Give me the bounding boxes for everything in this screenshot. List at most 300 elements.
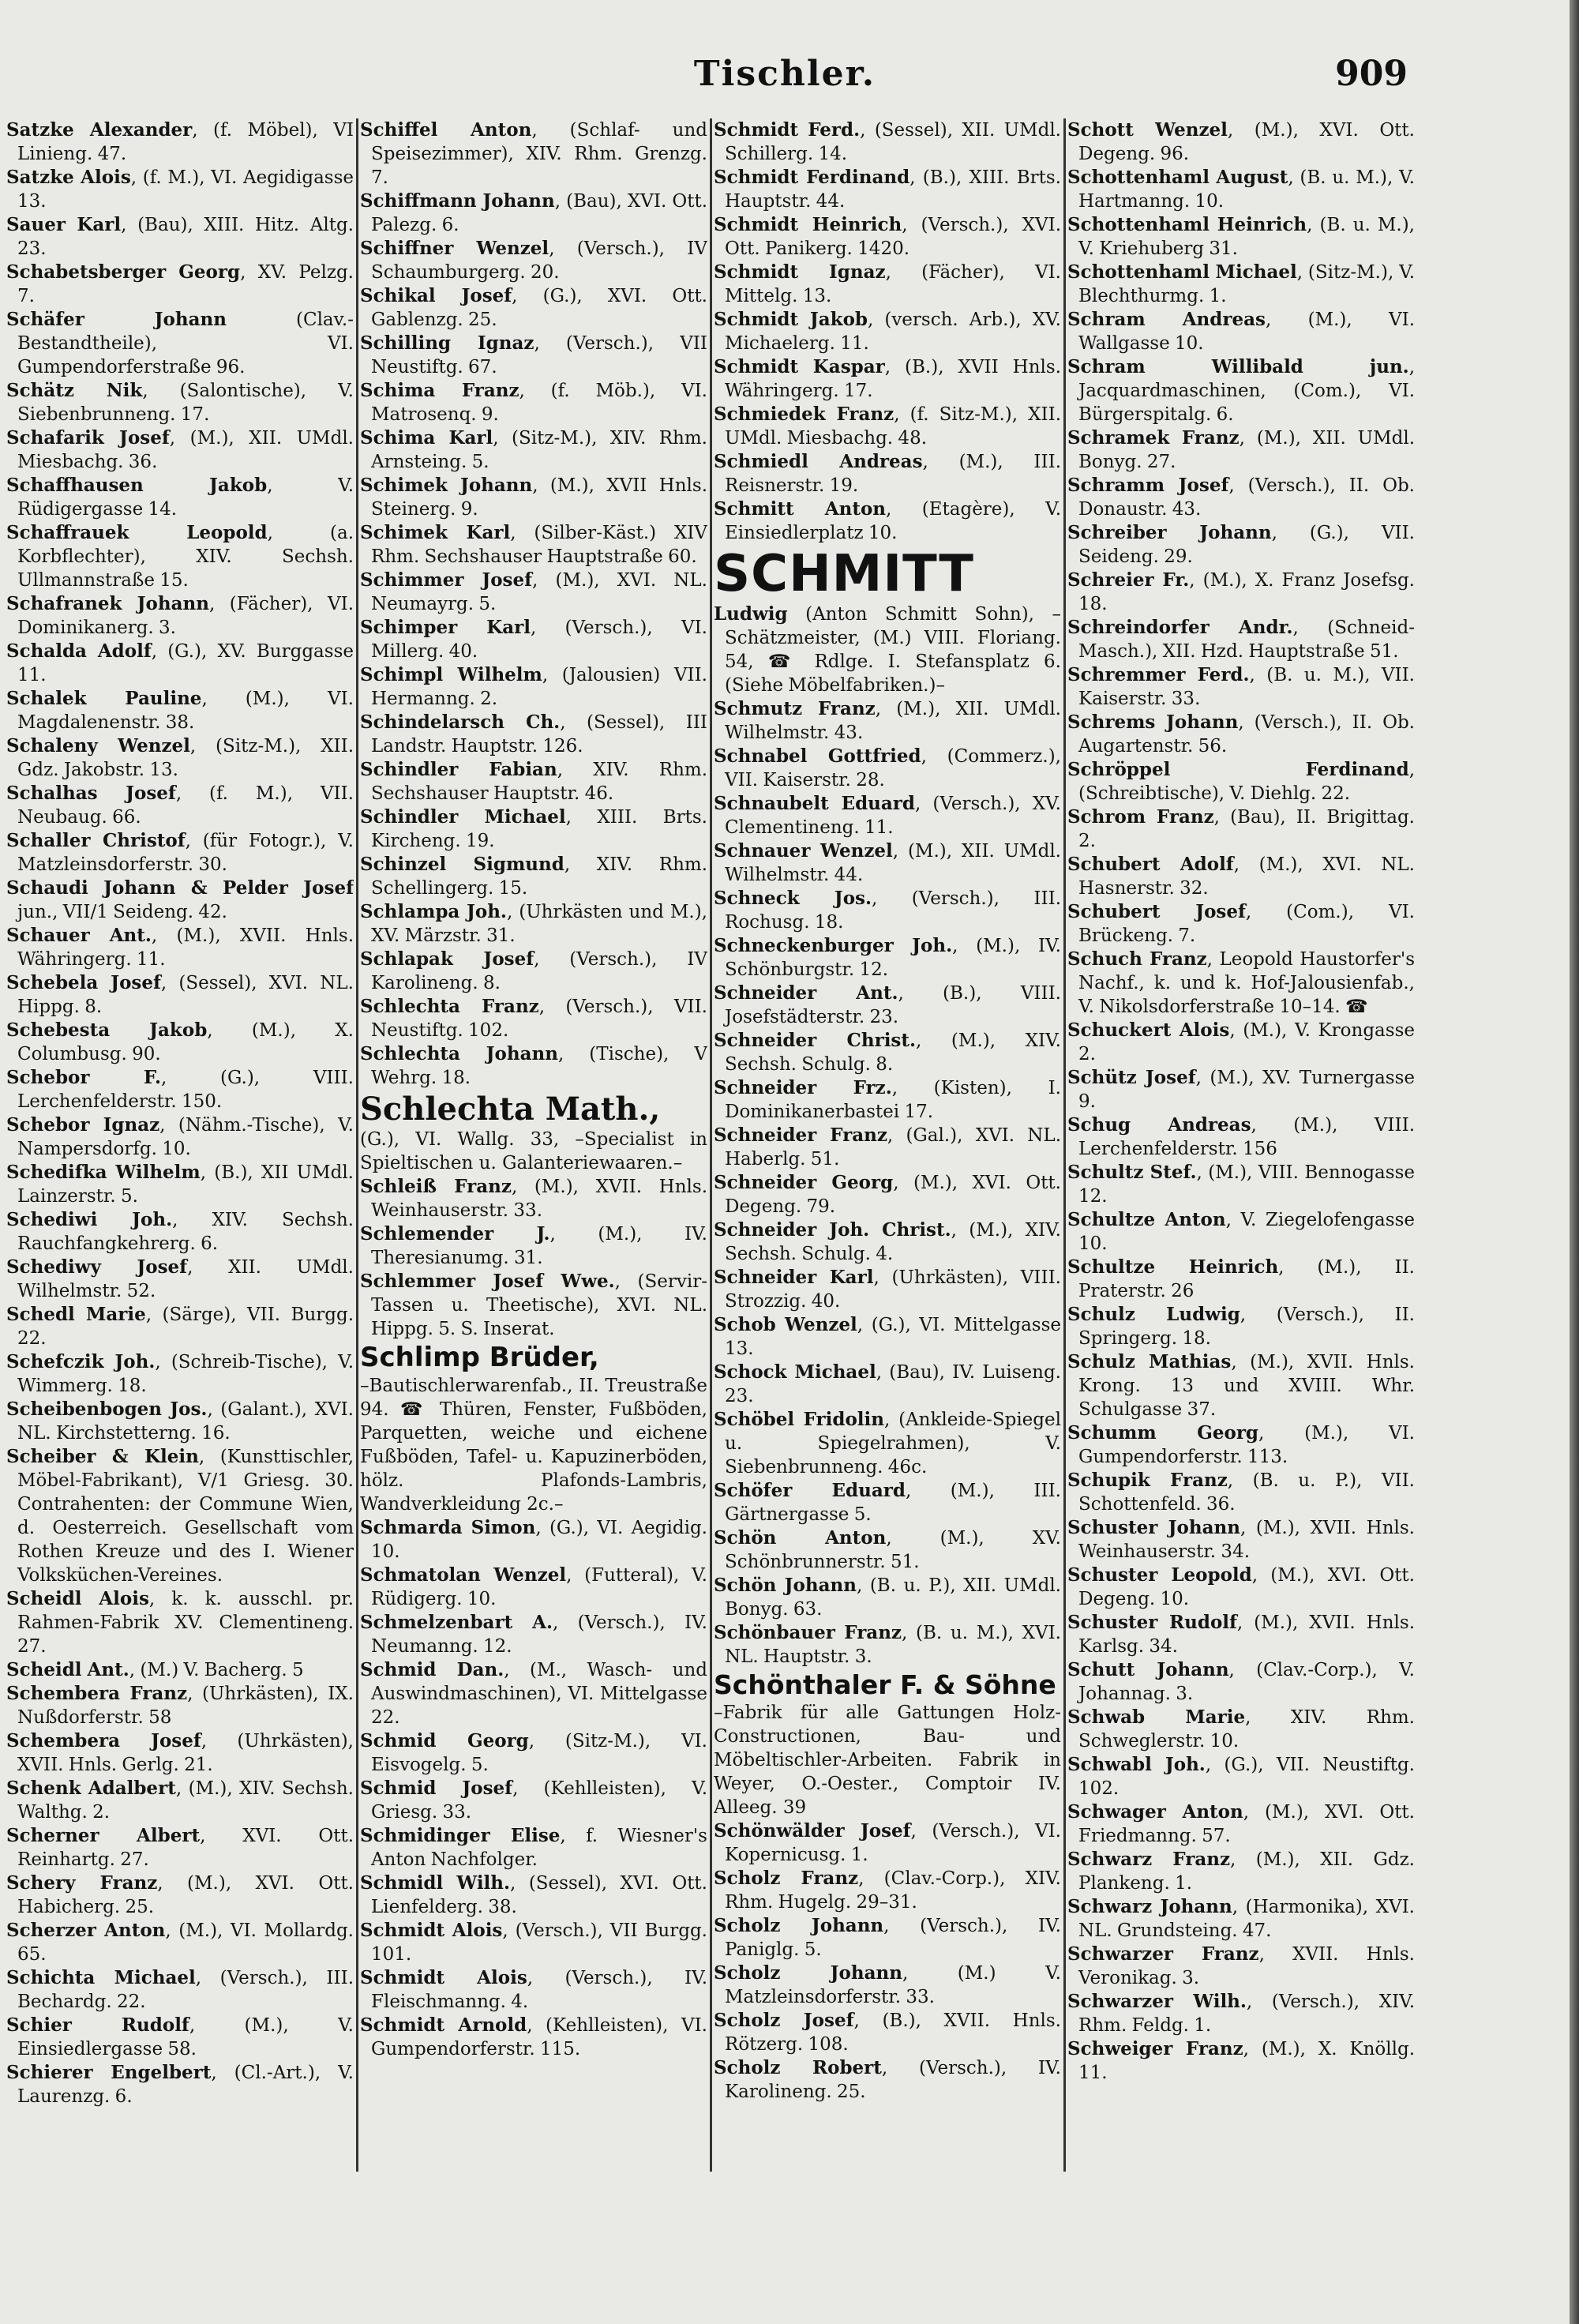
directory-entry — [360, 1270, 707, 1341]
directory-entry — [6, 1824, 354, 1872]
entry-details: , (Schneid-Masch.), XII. Hzd. Hauptstraße 51. — [1078, 618, 1415, 662]
directory-entry — [360, 1824, 707, 1872]
entry-name: Schima Franz — [360, 380, 519, 401]
directory-entry — [6, 1445, 354, 1587]
entry-details: , (M.) V. Bacherg. 5 — [129, 1660, 304, 1680]
directory-entry — [1067, 426, 1415, 474]
entry-name: Schmidl Wilh. — [360, 1872, 511, 1894]
entry-details: , (M.), VIII. Lerchenfelderstr. 156 — [1078, 1115, 1415, 1159]
entry-details: , (B.), XVII. Hnls. Rötzerg. 108. — [725, 2010, 1061, 2055]
entry-details: , XVI. Ott. Reinhartg. 27. — [17, 1826, 354, 1870]
entry-details: , (Versch.), IV. Karolineng. 25. — [725, 2057, 1061, 2102]
entry-details: , (Kunsttischler, Möbel-Fabrikant), V/1 Griesg. 30. Contrahenten: der Commune Wien, d. Oesterreich. Gesellschaft vom Rothen Kreuze und des I. Wiener Volksküchen-Vereines. — [17, 1447, 354, 1586]
entry-name: Schnabel Gottfried — [714, 745, 921, 768]
entry-name: Scherzer Anton — [6, 1920, 166, 1941]
directory-entry — [714, 1313, 1061, 1361]
entry-name: Schwarzer Wilh. — [1067, 1991, 1247, 2012]
entry-name: Schmelzenbart A. — [360, 1611, 553, 1633]
entry-details: , (B.), XIII. Brts. Hauptstr. 44. — [725, 167, 1061, 212]
directory-entry — [714, 1408, 1061, 1479]
entry-name: Schrom Franz — [1067, 806, 1214, 828]
directory-entry — [6, 308, 354, 379]
directory-entry — [6, 1161, 354, 1208]
advertisement-title: Schlechta Math., — [360, 1091, 661, 1128]
directory-entry — [360, 2014, 707, 2061]
directory-entry — [360, 379, 707, 426]
entry-name: Ludwig — [714, 603, 788, 625]
directory-entry — [6, 261, 354, 308]
entry-details: , (M.), XVII. Hnls. Karlsg. 34. — [1078, 1613, 1415, 1657]
entry-details: , k. k. ausschl. pr. Rahmen-Fabrik XV. Clementineng. 27. — [17, 1589, 354, 1657]
entry-name: Schaller Christof — [6, 830, 186, 851]
entry-name: Schulz Mathias — [1067, 1351, 1232, 1372]
entry-name: Schimper Karl — [360, 617, 531, 638]
entry-name: Scheidl Alois — [6, 1588, 149, 1609]
directory-entry — [714, 1867, 1061, 1914]
directory-entry — [1067, 853, 1415, 900]
entry-details: , (M.), XVI. NL. Hasnerstr. 32. — [1078, 854, 1415, 899]
advertisement-block — [360, 1344, 707, 1516]
entry-details: , (Fächer), VI. Mittelg. 13. — [725, 262, 1061, 306]
entry-name: Schlechta Franz — [360, 996, 539, 1017]
advertisement-title: SCHMITT — [714, 545, 974, 603]
directory-entry — [6, 1303, 354, 1350]
entry-name: Schedl Marie — [6, 1304, 146, 1325]
entry-name: Schlechta Johann — [360, 1043, 558, 1064]
entry-details: , (Versch.), IV Karolineng. 8. — [371, 949, 707, 993]
entry-details: , (M.), X. Columbusg. 90. — [17, 1020, 354, 1064]
directory-entry — [6, 1350, 354, 1398]
entry-details: , (M.), XII. UMdl. Bonyg. 27. — [1078, 428, 1415, 472]
entry-name: Schedifka Wilhelm — [6, 1162, 201, 1183]
entry-details: , (M.), XVI. Ott. Degeng. 10. — [1078, 1565, 1415, 1609]
entry-details: , (Versch.), VII. Neustiftg. 102. — [371, 997, 707, 1041]
entry-details: , (Sessel), XVI. NL. Hippg. 8. — [17, 973, 354, 1017]
directory-entry — [714, 2009, 1061, 2056]
directory-entry — [6, 2061, 354, 2108]
entry-name: Schrems Johann — [1067, 711, 1239, 733]
directory-entry — [1067, 1848, 1415, 1895]
directory-entry — [1067, 118, 1415, 166]
entry-details: , (G.), XV. Burggasse 11. — [17, 641, 354, 685]
entry-name: Schneider Christ. — [714, 1030, 917, 1052]
advertisement-block — [714, 545, 1061, 603]
entry-details: , (f. M.), VII. Neubaug. 66. — [17, 783, 354, 828]
directory-entry — [1067, 663, 1415, 711]
entry-details: , (f. M.), VI. Aegidigasse 13. — [17, 167, 354, 212]
page-header — [0, 47, 1570, 103]
directory-entry — [6, 1398, 354, 1445]
entry-name: Schikal Josef — [360, 285, 512, 306]
entry-name: Scheiber & Klein — [6, 1446, 199, 1467]
entry-details: , XIII. Brts. Kircheng. 19. — [371, 807, 707, 851]
entry-details: , XIV. Rhm. Schellingerg. 15. — [371, 854, 707, 899]
entry-details: , (M.), VI. Mollardg. 65. — [17, 1920, 354, 1965]
directory-entry — [6, 640, 354, 687]
directory-entry — [714, 213, 1061, 261]
entry-details: , (Kehlleisten), VI. Gumpendorferstr. 115. — [371, 2014, 707, 2059]
directory-entry — [1067, 900, 1415, 948]
entry-name: Schultze Anton — [1067, 1209, 1226, 1230]
entry-details: , XV. Pelzg. 7. — [17, 262, 354, 306]
directory-entry — [360, 1564, 707, 1611]
directory-entry — [360, 663, 707, 711]
directory-entry — [6, 971, 354, 1019]
directory-entry — [6, 118, 354, 166]
directory-entry — [1067, 1990, 1415, 2037]
entry-name: Schmidt Alois — [360, 1919, 503, 1941]
directory-entry — [1067, 616, 1415, 663]
entry-name: Schediwi Joh. — [6, 1209, 173, 1230]
entry-name: Schug Andreas — [1067, 1114, 1251, 1136]
entry-name: Schram Willibald jun. — [1067, 356, 1409, 377]
entry-name: Schebor Ignaz — [6, 1114, 160, 1136]
entry-name: Schock Michael — [714, 1361, 876, 1384]
directory-entry — [714, 1479, 1061, 1526]
entry-details: , (Bau), IV. Luiseng. 23. — [725, 1362, 1061, 1407]
directory-entry — [714, 1218, 1061, 1266]
entry-name: Schaffhausen Jakob — [6, 475, 268, 496]
entry-details: , (Versch.), VII Burgg. 101. — [371, 1920, 707, 1965]
directory-entry — [360, 758, 707, 805]
entry-name: Schima Karl — [360, 427, 493, 449]
entry-details: , (für Fotogr.), V. Matzleinsdorferstr. 30. — [17, 831, 354, 875]
directory-entry — [6, 379, 354, 426]
entry-name: Schebesta Jakob — [6, 1019, 208, 1041]
entry-details: , V. Ziegelofengasse 10. — [1078, 1210, 1415, 1254]
entry-name: Schmid Josef — [360, 1777, 513, 1799]
entry-details: , (M.), XVII. Hnls. Weinhauserstr. 34. — [1078, 1518, 1415, 1562]
entry-name: Schilling Ignaz — [360, 332, 534, 354]
entry-name: Schaudi Johann & Pelder Josef — [6, 877, 354, 899]
entry-details: , (M.), II. Praterstr. 26 — [1078, 1257, 1415, 1301]
entry-details: , (Servir-Tassen u. Theetische), XVI. NL. Hippg. 5. S. Inserat. — [371, 1271, 707, 1339]
directory-entry — [360, 426, 707, 474]
entry-details: , (M.) V. Matzleinsdorferstr. 33. — [725, 1962, 1061, 2007]
column-rule — [1063, 118, 1066, 2172]
entry-details: , XVII. Hnls. Veronikag. 3. — [1078, 1944, 1415, 1988]
entry-name: Schmidt Alois — [360, 1966, 527, 1988]
directory-entry — [1067, 1256, 1415, 1303]
entry-name: Schediwy Josef — [6, 1256, 188, 1278]
entry-details: , (M.), XVII Hnls. Steinerg. 9. — [371, 475, 707, 520]
entry-details: , XIV. Sechsh. Rauchfangkehrerg. 6. — [17, 1210, 354, 1254]
directory-entry — [714, 934, 1061, 982]
entry-name: Schneckenburger Joh. — [714, 935, 953, 957]
directory-entry — [714, 355, 1061, 403]
entry-details: , (Schlaf- und Speisezimmer), XIV. Rhm. Grenzg. 7. — [371, 120, 707, 188]
entry-name: Schneider Ant. — [714, 982, 898, 1004]
page-number: 909 — [1335, 54, 1408, 94]
directory-entry — [6, 1658, 354, 1682]
directory-entry — [6, 1682, 354, 1729]
entry-details: , (B. u. M.), VII. Kaiserstr. 33. — [1078, 665, 1415, 709]
entry-details: , (Uhrkästen), XVII. Hnls. Gerlg. 21. — [17, 1731, 354, 1775]
directory-entry — [360, 853, 707, 900]
entry-name: Schmid Georg — [360, 1729, 529, 1751]
entry-name: Schönwälder Josef — [714, 1819, 911, 1842]
entry-name: Schmidt Kaspar — [714, 356, 885, 377]
entry-name: Schiffmann Johann — [360, 190, 555, 212]
directory-entry — [714, 1621, 1061, 1669]
directory-entry — [6, 474, 354, 521]
entry-name: Schembera Josef — [6, 1730, 201, 1751]
entry-details: , (Etagère), V. Einsiedlerplatz 10. — [725, 499, 1061, 543]
entry-name: Schneider Karl — [714, 1267, 874, 1289]
entry-details: , (Clav.-Corp.), XIV. Rhm. Hugelg. 29–31. — [725, 1868, 1061, 1913]
entry-details: , (M.), VI. Gumpendorferstr. 113. — [1078, 1423, 1415, 1467]
directory-entry — [6, 1256, 354, 1303]
entry-details: , (B. u. M.), V. Kriehuberg 31. — [1078, 215, 1415, 259]
entry-details: , (Clav.-Corp.), V. Johannag. 3. — [1078, 1660, 1415, 1704]
entry-name: Schlemender J. — [360, 1223, 550, 1245]
entry-details: , (Versch.), VII Neustiftg. 67. — [371, 333, 707, 377]
entry-name: Schaleny Wenzel — [6, 735, 190, 757]
directory-entry — [1067, 1113, 1415, 1161]
entry-details: , (M.), V. Einsiedlergasse 58. — [17, 2015, 354, 2059]
entry-details: , (G.), VIII. Lerchenfelderstr. 150. — [17, 1068, 354, 1112]
entry-name: Schröppel Ferdinand — [1067, 759, 1409, 780]
page-edge-shadow — [1570, 0, 1579, 2324]
directory-entry — [6, 592, 354, 640]
directory-entry — [714, 1819, 1061, 1867]
directory-entry — [1067, 1800, 1415, 1848]
entry-name: Schöbel Fridolin — [714, 1409, 884, 1431]
entry-name: Schön Johann — [714, 1575, 857, 1597]
entry-name: Schön Anton — [714, 1527, 887, 1549]
entry-name: Schuckert Alois — [1067, 1019, 1230, 1041]
entry-details: , (Versch.), IV. Neumanng. 12. — [371, 1612, 707, 1657]
directory-entry — [6, 1729, 354, 1777]
entry-details: , (Versch.), III. Bechardg. 22. — [17, 1968, 354, 2012]
entry-name: Schlapak Josef — [360, 948, 534, 970]
entry-details: , (G.), VI. Mittelgasse 13. — [725, 1315, 1061, 1360]
entry-name: Schulz Ludwig — [1067, 1304, 1240, 1325]
entry-details: , (G.), VI. Aegidig. 10. — [371, 1517, 707, 1562]
entry-details: , (Versch.), II. Ob. Donaustr. 43. — [1078, 475, 1415, 520]
directory-entry — [1067, 1658, 1415, 1706]
entry-details: (Clav.-Bestandtheile), VI. Gumpendorferstraße 96. — [17, 310, 354, 377]
entry-details: , (Commerz.), VII. Kaiserstr. 28. — [725, 746, 1061, 791]
directory-entry — [714, 745, 1061, 792]
directory-entry — [1067, 948, 1415, 1019]
entry-details: , (Särge), VII. Burgg. 22. — [17, 1305, 354, 1349]
entry-details: , (M.), XIV. Sechsh. Schulg. 4. — [725, 1220, 1061, 1265]
directory-columns — [6, 118, 1415, 2172]
directory-entry — [714, 1526, 1061, 1574]
column-2 — [360, 118, 707, 2172]
entry-details: , (M.), VI. Wallgasse 10. — [1078, 310, 1415, 354]
entry-details: , (M.), XVI. Ott. Degeng. 79. — [725, 1173, 1061, 1218]
entry-details: , (G.), XVI. Ott. Gablenzg. 25. — [371, 286, 707, 330]
directory-entry — [6, 426, 354, 474]
entry-details: , (Silber-Käst.) XIV Rhm. Sechshauser Hauptstraße 60. — [371, 523, 707, 567]
directory-entry — [1067, 1019, 1415, 1066]
directory-entry — [714, 603, 1061, 697]
directory-entry — [360, 900, 707, 948]
column-4 — [1067, 118, 1415, 2172]
advertisement-block — [714, 1669, 1061, 1819]
entry-details: , (M.), VIII. Bennogasse 12. — [1078, 1162, 1415, 1207]
entry-name: Schmatolan Wenzel — [360, 1564, 567, 1586]
entry-details: , (Uhrkästen), VIII. Strozzig. 40. — [725, 1267, 1061, 1312]
entry-details: , (Jalousien) VII. Hermanng. 2. — [371, 665, 707, 709]
entry-name: Schindelarsch Ch. — [360, 711, 561, 733]
entry-details: , (M.), XIV. Sechsh. Schulg. 8. — [725, 1031, 1061, 1076]
entry-details: , XIV. Rhm. Schweglerstr. 10. — [1078, 1707, 1415, 1751]
entry-name: Schenk Adalbert — [6, 1778, 176, 1799]
entry-name: Schiffel Anton — [360, 119, 532, 141]
entry-details: , (G.), VII. Neustiftg. 102. — [1078, 1755, 1415, 1799]
entry-name: Schneider Joh. Christ. — [714, 1219, 951, 1241]
entry-name: Schubert Josef — [1067, 901, 1246, 922]
directory-entry — [1067, 521, 1415, 569]
directory-entry — [360, 190, 707, 237]
entry-details: , (Uhrkästen und M.), XV. Märzstr. 31. — [371, 902, 707, 946]
directory-entry — [1067, 1469, 1415, 1516]
directory-entry — [714, 1914, 1061, 1962]
entry-name: Schalek Pauline — [6, 688, 202, 709]
directory-entry — [360, 1872, 707, 1919]
entry-details: , (M.), XVII. Hnls. Währingerg. 11. — [17, 925, 354, 970]
entry-name: Schindler Michael — [360, 806, 566, 828]
entry-details: (Anton Schmitt Sohn), –Schätzmeister, (M.) VIII. Floriang. 54, ☎ Rdlge. I. Stefansplatz 6. (Siehe Möbelfabriken.)– — [725, 604, 1061, 696]
entry-details: , (M.), IV. Schönburgstr. 12. — [725, 936, 1061, 981]
directory-entry — [360, 995, 707, 1042]
entry-details: , (Schreib-Tische), V. Wimmerg. 18. — [17, 1352, 354, 1396]
running-head: Tischler. — [693, 54, 876, 94]
entry-details: , f. Wiesner's Anton Nachfolger. — [371, 1825, 707, 1870]
entry-details: , (versch. Arb.), XV. Michaelerg. 11. — [725, 310, 1061, 354]
entry-name: Schütz Josef — [1067, 1067, 1196, 1088]
directory-entry — [714, 792, 1061, 839]
directory-entry — [360, 1919, 707, 1966]
entry-details: , (M.), XV. Turnergasse 9. — [1078, 1068, 1415, 1112]
entry-name: Schiffner Wenzel — [360, 238, 549, 259]
directory-entry — [714, 697, 1061, 745]
entry-details: , (Salontische), V. Siebenbrunneng. 17. — [17, 381, 354, 425]
advertisement-text: –Fabrik für alle Gattungen Holz-Constructionen, Bau- und Möbeltischler-Arbeiten. Fabrik in Weyer, O.-Oester., Comptoir IV. Alleeg. 39 — [714, 1702, 1061, 1818]
entry-details: , (Sessel), XVI. Ott. Lienfelderg. 38. — [371, 1872, 707, 1917]
directory-entry — [6, 1872, 354, 1919]
entry-details: , (Versch.), XIV. Rhm. Feldg. 1. — [1078, 1992, 1415, 2036]
directory-entry — [360, 474, 707, 521]
entry-details: jun., VII/1 Seideng. 42. — [17, 902, 227, 922]
entry-details: , (M.), XVII. Hnls. Weinhauserstr. 33. — [371, 1177, 707, 1221]
directory-entry — [1067, 1161, 1415, 1208]
column-rule — [710, 118, 712, 2172]
entry-name: Schuster Johann — [1067, 1517, 1240, 1538]
entry-name: Schramm Josef — [1067, 475, 1229, 496]
directory-entry — [360, 569, 707, 616]
entry-name: Schalhas Josef — [6, 783, 176, 804]
entry-details: , (M.), III. Reisnerstr. 19. — [725, 452, 1061, 496]
entry-details: , Leopold Haustorfer's Nachf., k. und k. Hof-Jalousienfab., V. Nikolsdorferstraße 10–14. ☎ — [1078, 949, 1415, 1017]
directory-entry — [714, 1029, 1061, 1076]
directory-entry — [1067, 1208, 1415, 1256]
entry-details: , (Bau), XVI. Ott. Palezg. 6. — [371, 191, 707, 235]
directory-entry — [6, 829, 354, 877]
entry-name: Schönbauer Franz — [714, 1622, 902, 1644]
entry-details: , (M.), XVI. NL. Neumayrg. 5. — [371, 570, 707, 614]
entry-details: , (M.), XVII. Hnls. Krong. 13 und XVIII. Whr. Schulgasse 37. — [1078, 1352, 1415, 1420]
directory-entry — [1067, 711, 1415, 758]
directory-entry — [6, 166, 354, 213]
directory-entry — [6, 1919, 354, 1966]
directory-entry — [714, 1171, 1061, 1218]
entry-name: Schweiger Franz — [1067, 2038, 1243, 2059]
directory-entry — [6, 1587, 354, 1658]
entry-name: Scheibenbogen Jos. — [6, 1399, 208, 1420]
advertisement-title: Schlimp Brüder, — [360, 1342, 599, 1373]
directory-entry — [6, 1019, 354, 1066]
entry-details: , (Tische), V Wehrg. 18. — [371, 1044, 707, 1088]
entry-name: Schaffrauek Leopold — [6, 522, 268, 543]
entry-name: Schutt Johann — [1067, 1659, 1229, 1680]
entry-details: , V. Rüdigergasse 14. — [17, 475, 354, 520]
directory-entry — [360, 1222, 707, 1270]
directory-entry — [1067, 166, 1415, 213]
directory-entry — [360, 805, 707, 853]
entry-name: Schuch Franz — [1067, 948, 1207, 970]
entry-name: Scholz Franz — [714, 1867, 859, 1889]
entry-name: Schottenhaml August — [1067, 167, 1288, 188]
entry-details: , (Versch.), XV. Clementineng. 11. — [725, 794, 1061, 839]
entry-name: Scholz Johann — [714, 1962, 902, 1984]
entry-name: Schichta Michael — [6, 1967, 196, 1988]
entry-details: , (M., Wasch- und Auswindmaschinen), VI. Mittelgasse 22. — [371, 1659, 707, 1728]
entry-name: Schreindorfer Andr. — [1067, 617, 1293, 638]
directory-entry — [1067, 758, 1415, 805]
entry-details: , (M.), XVI. Ott. Degeng. 96. — [1078, 120, 1415, 164]
entry-name: Schott Wenzel — [1067, 119, 1228, 141]
entry-details: , (M.), VI. Magdalenenstr. 38. — [17, 689, 354, 733]
entry-details: , (Galant.), XVI. NL. Kirchstetterng. 16. — [17, 1399, 354, 1444]
entry-details: , Jacquardmaschinen, (Com.), VI. Bürgerspitalg. 6. — [1078, 357, 1415, 425]
entry-name: Schultze Heinrich — [1067, 1256, 1279, 1278]
directory-entry — [1067, 2037, 1415, 2085]
entry-name: Schimpl Wilhelm — [360, 664, 542, 685]
entry-name: Schreiber Johann — [1067, 522, 1272, 543]
entry-name: Schierer Engelbert — [6, 2062, 212, 2083]
entry-details: , (Bau), XIII. Hitz. Altg. 23. — [17, 215, 354, 259]
directory-entry — [714, 403, 1061, 450]
directory-entry — [1067, 1350, 1415, 1421]
entry-name: Schimek Johann — [360, 475, 533, 496]
directory-entry — [6, 1966, 354, 2014]
entry-name: Schupik Franz — [1067, 1470, 1228, 1491]
directory-entry — [6, 782, 354, 829]
directory-entry — [360, 616, 707, 663]
directory-entry — [1067, 1564, 1415, 1611]
entry-details: , (Schreibtische), V. Diehlg. 22. — [1078, 760, 1415, 804]
directory-entry — [714, 839, 1061, 887]
entry-name: Schreier Fr. — [1067, 569, 1190, 591]
entry-name: Schery Franz — [6, 1872, 158, 1894]
entry-name: Scheidl Ant. — [6, 1659, 129, 1680]
directory-entry — [1067, 1706, 1415, 1753]
directory-entry — [1067, 1516, 1415, 1564]
entry-name: Schwarzer Franz — [1067, 1943, 1259, 1965]
column-rule — [356, 118, 358, 2172]
entry-name: Satzke Alexander — [6, 119, 193, 141]
entry-details: , (B. u. P.), VII. Schottenfeld. 36. — [1078, 1470, 1415, 1515]
directory-entry — [714, 1574, 1061, 1621]
entry-details: , (f. Möbel), VI Linieng. 47. — [17, 120, 354, 164]
directory-entry — [714, 1076, 1061, 1124]
directory-entry — [1067, 1943, 1415, 1990]
entry-name: Schneider Frz. — [714, 1077, 892, 1099]
